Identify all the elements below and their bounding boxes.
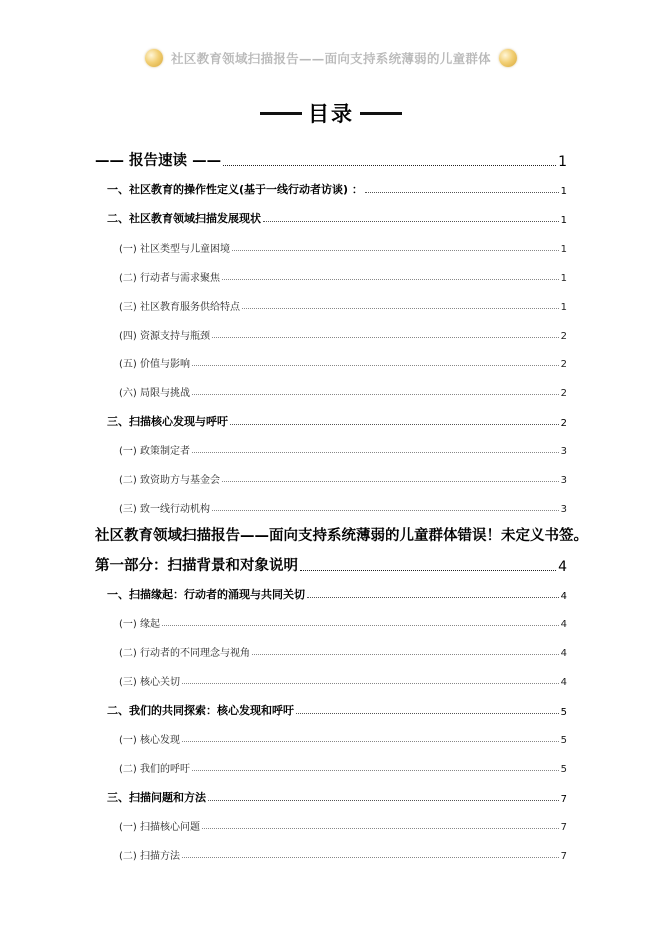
toc-entry-page: 1 (560, 244, 567, 255)
toc-entry-page: 3 (560, 504, 567, 515)
gold-orb-icon (499, 49, 517, 67)
toc-leader-dots (230, 424, 559, 425)
toc-entry[interactable] (107, 702, 567, 718)
toc-entry[interactable] (119, 500, 567, 515)
toc-entry[interactable] (107, 586, 567, 602)
toc-entry-page: 7 (560, 851, 567, 862)
toc-entry[interactable] (119, 847, 567, 862)
toc-entry-page: 1 (560, 186, 567, 197)
toc-entry-label: 第一部分：扫描背景和对象说明 (95, 558, 298, 574)
toc-entry-page: 1 (558, 154, 567, 170)
toc-leader-dots (182, 857, 559, 858)
toc-entry-page: 5 (560, 764, 567, 775)
toc-entry-label: (二) 扫描方法 (119, 851, 180, 862)
toc-leader-dots (212, 337, 559, 338)
toc-entry[interactable] (119, 673, 567, 688)
toc-entry-page: 4 (558, 559, 567, 575)
toc-leader-dots (192, 394, 559, 395)
toc-entry-label: —— 报告速读 —— (95, 153, 222, 169)
toc-leader-dots (208, 800, 559, 801)
toc-leader-dots (192, 365, 559, 366)
toc-entry[interactable] (107, 789, 567, 805)
toc-leader-dots (300, 570, 556, 571)
toc-entry-page: 1 (560, 215, 567, 226)
toc-entry-label: (五) 价值与影响 (119, 359, 190, 370)
toc-leader-dots (182, 683, 559, 684)
toc-entry-label: (二) 行动者的不同理念与视角 (119, 648, 250, 659)
toc-entry-page: 5 (560, 707, 567, 718)
toc-leader-dots (263, 221, 559, 222)
toc-entry-label: (二) 致资助方与基金会 (119, 475, 220, 486)
toc-entry[interactable] (119, 298, 567, 313)
toc-entry-label: 一、社区教育的操作性定义(基于一线行动者访谈) ： (107, 183, 363, 196)
toc-leader-dots (182, 741, 559, 742)
heading-dash-right (360, 112, 402, 115)
toc-entry-label: (一) 社区类型与儿童困境 (119, 244, 230, 255)
header-title: 社区教育领域扫描报告——面向支持系统薄弱的儿童群体 (170, 51, 491, 66)
toc-entry-label: 二、我们的共同探索：核心发现和呼吁 (107, 704, 294, 717)
toc-entry-label: 三、扫描核心发现与呼吁 (107, 415, 228, 428)
gold-orb-icon (145, 49, 163, 67)
toc-entry-label: (二) 行动者与需求聚焦 (119, 273, 220, 284)
toc-entry[interactable] (107, 210, 567, 226)
toc-entry-report-overview[interactable] (95, 149, 567, 170)
toc-leader-dots (252, 654, 559, 655)
toc-leader-dots (242, 308, 559, 309)
toc-leader-dots (192, 770, 559, 771)
toc-entry-label: (一) 缘起 (119, 619, 160, 630)
toc-entry-label: (一) 政策制定者 (119, 446, 190, 457)
toc-entry[interactable] (119, 384, 567, 399)
toc-entry-label: (六) 局限与挑战 (119, 388, 190, 399)
toc-leader-dots (222, 279, 559, 280)
toc-leader-dots (212, 510, 559, 511)
toc-entry-page: 7 (560, 822, 567, 833)
toc-entry-page: 7 (560, 794, 567, 805)
toc-entry-label: 三、扫描问题和方法 (107, 791, 206, 804)
toc-entry[interactable] (119, 644, 567, 659)
toc-entry-label: 一、扫描缘起：行动者的涌现与共同关切 (107, 588, 305, 601)
toc-entry[interactable] (119, 269, 567, 284)
toc-entry-page: 2 (560, 331, 567, 342)
toc-entry[interactable] (107, 181, 567, 197)
toc-entry-label: (三) 致一线行动机构 (119, 504, 210, 515)
toc-entry-page: 1 (560, 273, 567, 284)
toc-entry-page: 5 (560, 735, 567, 746)
toc-entry[interactable] (119, 240, 567, 255)
toc-entry-label: (四) 资源支持与瓶颈 (119, 331, 210, 342)
toc-entry[interactable] (119, 760, 567, 775)
heading-dash-left (260, 112, 302, 115)
toc-entry-label: (一) 扫描核心问题 (119, 822, 200, 833)
toc-leader-dots (222, 481, 559, 482)
toc-entry[interactable] (119, 818, 567, 833)
toc-leader-dots (296, 713, 559, 714)
toc-entry[interactable] (119, 471, 567, 486)
toc-entry-page: 4 (560, 619, 567, 630)
toc-entry-page: 1 (560, 302, 567, 313)
toc-leader-dots (365, 192, 559, 193)
toc-entry[interactable] (119, 355, 567, 370)
toc-entry-page: 3 (560, 446, 567, 457)
toc-entry[interactable] (107, 413, 567, 429)
toc-entry-label: 二、社区教育领域扫描发展现状 (107, 212, 261, 225)
toc-leader-dots (307, 597, 559, 598)
toc-entry-label: 社区教育领域扫描报告——面向支持系统薄弱的儿童群体错误！未定义书签。 (95, 528, 588, 544)
toc-entry-part-one[interactable] (95, 554, 567, 575)
toc-entry-label: (三) 社区教育服务供给特点 (119, 302, 240, 313)
toc-entry-page: 3 (560, 475, 567, 486)
toc-entry-page: 2 (560, 418, 567, 429)
toc-entry-page: 2 (560, 388, 567, 399)
toc-entry-label: (一) 核心发现 (119, 735, 180, 746)
toc-entry-page: 4 (560, 677, 567, 688)
toc-entry-page: 4 (560, 591, 567, 602)
toc-leader-dots (223, 165, 556, 166)
toc-entry[interactable] (119, 615, 567, 630)
toc-entry[interactable] (119, 327, 567, 342)
toc-leader-dots (162, 625, 559, 626)
toc-entry[interactable] (119, 442, 567, 457)
page-header (0, 44, 662, 72)
toc-entry-label: (二) 我们的呼吁 (119, 764, 190, 775)
toc-entry-page: 2 (560, 359, 567, 370)
toc-entry-label: (三) 核心关切 (119, 677, 180, 688)
toc-title: 目录 (308, 102, 354, 126)
toc-leader-dots (202, 828, 559, 829)
toc-heading (0, 98, 662, 128)
toc-leader-dots (192, 452, 559, 453)
toc-entry-bookmark-error[interactable] (95, 524, 588, 545)
toc-entry[interactable] (119, 731, 567, 746)
toc-leader-dots (232, 250, 559, 251)
toc-entry-page: 4 (560, 648, 567, 659)
